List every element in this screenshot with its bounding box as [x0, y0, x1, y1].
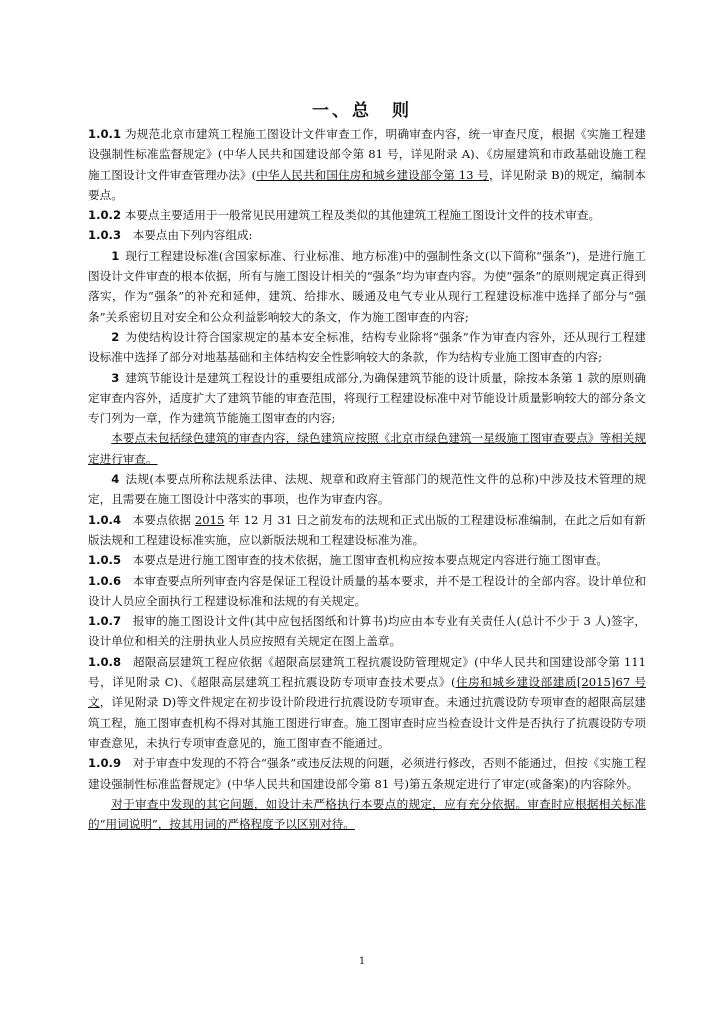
clause-number: 1.0.4 [88, 512, 122, 527]
underlined-text: 住房和城乡建设部建质[2015]67 号文 [88, 675, 646, 710]
clause-1-0-3-item-3 [88, 368, 646, 429]
clause-number: 1.0.8 [88, 654, 122, 669]
clause-1-0-3-green-note [88, 428, 646, 469]
clause-text: 本要点由下列内容组成: [121, 228, 253, 243]
clause-1-0-9-note [88, 794, 646, 835]
clause-text: ，详见附录 D)等文件规定在初步设计阶段进行抗震设防专项审查。未通过抗震设防专项审查的超限高层建筑工程，施工图审查机构不得对其施工图进行审查。施工图审查时应当检查设计文件是否执行了抗震设防专项审查意见，未执行专项审查意见的，施工图审查不能通过。 [88, 695, 646, 750]
item-number: 3 [111, 370, 120, 385]
document-body [88, 124, 646, 834]
clause-text: 本要点依据 [121, 512, 195, 527]
clause-1-0-7 [88, 611, 646, 652]
clause-1-0-3-item-1 [88, 246, 646, 327]
clause-number: 1.0.3 [88, 228, 122, 243]
clause-1-0-2 [88, 205, 646, 225]
item-text: 建筑节能设计是建筑工程设计的重要组成部分,为确保建筑节能的设计质量，除按本条第 1 款的原则确定审查内容外，适度扩大了建筑节能的审查范围，将现行工程建设标准中对节能设计质量影响较大的部分条文专门列为一章，作为建筑节能施工图审查的内容; [88, 370, 646, 426]
clause-text: 超限高层建筑工程应依据《超限高层建筑工程抗震设防管理规定》(中华人民共和国建设部令第 111 号，详见附录 C)、《超限高层建筑工程抗震设防专项审查技术要点》( [88, 654, 646, 690]
item-number: 4 [111, 472, 120, 487]
underlined-text: 对于审查中发现的其它问题，如设计未严格执行本要点的规定，应有充分依据。审查时应根据相关标准的“用词说明”，按其用词的严格程度予以区别对待。 [88, 796, 646, 832]
clause-text: 本要点是进行施工图审查的技术依据，施工图审查机构应按本要点规定内容进行施工图审查。 [121, 553, 608, 568]
underlined-text: 2015 [194, 512, 225, 527]
clause-text: 为规范北京市建筑工程施工图设计文件审查工作，明确审查内容，统一审查尺度，根据《实施工程建设强制性标准监督规定》(中华人民共和国建设部令第 81 号，详见附录 A)、《房屋建筑和市政基础设施工程施工图设计文件审查管理办法》( [88, 127, 646, 182]
underlined-text: 本要点未包括绿色建筑的审查内容，绿色建筑应按照《北京市绿色建筑一星级施工图审查要点》等相关规定进行审查。 [88, 431, 646, 466]
item-text: 现行工程建设标准(含国家标准、行业标准、地方标准)中的强制性条文(以下简称“强条”)，是进行施工图设计文件审查的根本依据，所有与施工图设计相关的“强条”均为审查内容。为使“强条”的原则规定真正得到落实，作为“强条”的补充和延伸，建筑、给排水、暖通及电气专业从现行工程建设标准中选择了部分与“强条”关系密切且对安全和公众利益影响较大的条文，作为施工图审查的内容; [88, 248, 646, 324]
item-text: 法规(本要点所称法规系法律、法规、规章和政府主管部门的规范性文件的总称)中涉及技术管理的规定，且需要在施工图设计中落实的事项，也作为审查内容。 [88, 472, 646, 507]
clause-number: 1.0.5 [88, 553, 122, 568]
clause-number: 1.0.2 [88, 208, 122, 223]
clause-number: 1.0.9 [88, 756, 122, 771]
page-title: 一、总 则 [312, 101, 412, 121]
clause-number: 1.0.7 [88, 614, 122, 629]
clause-1-0-9 [88, 753, 646, 794]
clause-text: ，详见附录 B)的规定，编制本要点。 [88, 167, 647, 202]
item-number: 1 [111, 248, 120, 263]
clause-number: 1.0.1 [88, 127, 122, 141]
clause-number: 1.0.6 [88, 573, 122, 588]
clause-1-0-6 [88, 571, 646, 612]
clause-1-0-1 [88, 124, 646, 205]
item-number: 2 [111, 329, 120, 344]
underlined-text: 中华人民共和国住房和城乡建设部令第 13 号 [256, 167, 489, 182]
item-text: 为使结构设计符合国家规定的基本安全标准，结构专业除将“强条”作为审查内容外，还从现行工程建设标准中选择了部分对地基基础和主体结构安全性影响较大的条款，作为结构专业施工图审查的内容; [88, 329, 646, 365]
clause-text: 报审的施工图设计文件(其中应包括图纸和计算书)均应由本专业有关责任人(总计不少于 3 人)签字，设计单位和相关的注册执业人员应按照有关规定在图上盖章。 [88, 614, 646, 649]
clause-1-0-8 [88, 652, 646, 753]
clause-1-0-3-item-2 [88, 327, 646, 368]
page-number: 1 [358, 956, 366, 967]
clause-1-0-5 [88, 550, 646, 570]
clause-1-0-4 [88, 510, 646, 551]
clause-text: 对于审查中发现的不符合“强条”或违反法规的问题，必须进行修改，否则不能通过，但按《实施工程建设强制性标准监督规定》(中华人民共和国建设部令第 81 号)第五条规定进行了审定(或备案)的内容除外。 [88, 756, 646, 791]
clause-1-0-3 [88, 225, 646, 245]
clause-text: 本审查要点所列审查内容是保证工程设计质量的基本要求，并不是工程设计的全部内容。设计单位和设计人员应全面执行工程建设标准和法规的有关规定。 [88, 573, 646, 608]
clause-text: 年 12 月 31 日之前发布的法规和正式出版的工程建设标准编制，在此之后如有新版法规和工程建设标准实施，应以新版法规和工程建设标准为准。 [88, 512, 647, 547]
clause-text: 本要点主要适用于一般常见民用建筑工程及类似的其他建筑工程施工图设计文件的技术审查。 [121, 208, 601, 223]
clause-1-0-3-item-4 [88, 469, 646, 510]
